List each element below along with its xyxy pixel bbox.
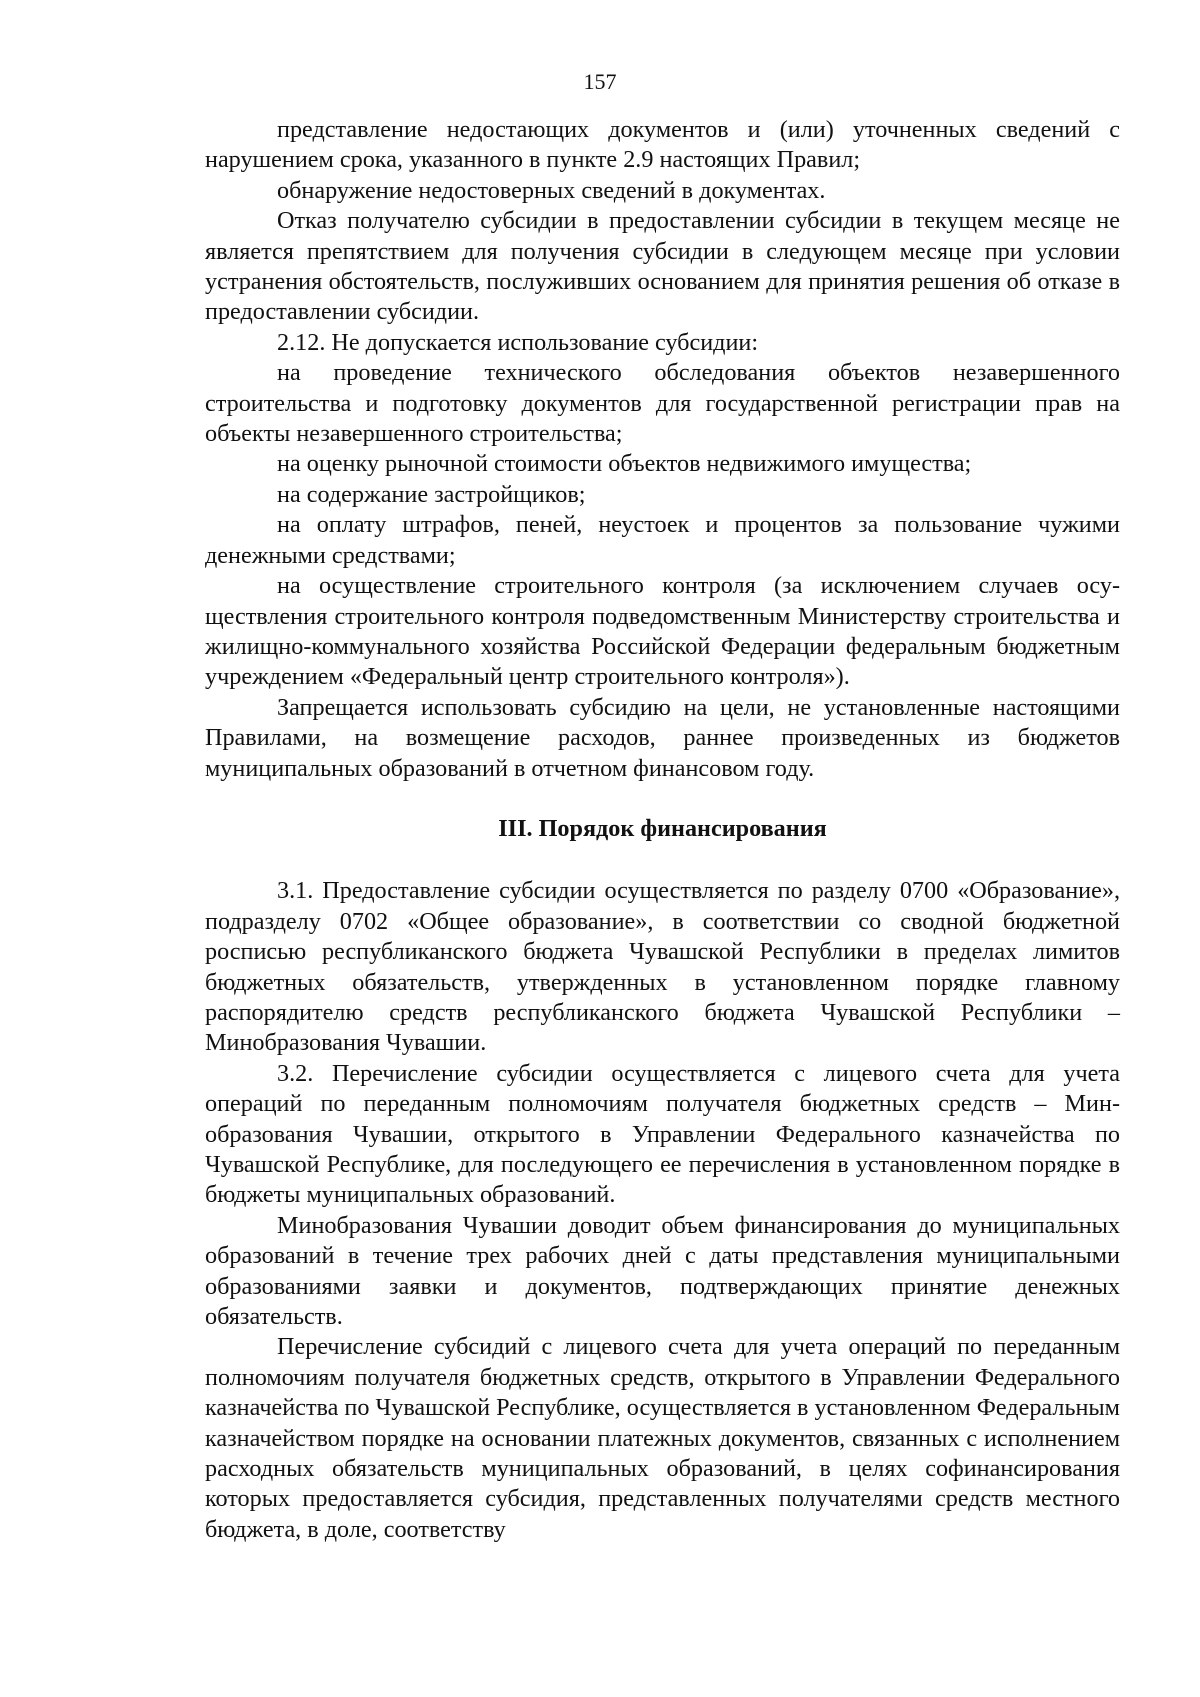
paragraph: обнаружение недостоверных сведений в документах. — [277, 176, 826, 204]
paragraph: представление недостающих документов и (или) уточненных сведений с нарушением срока, указанного в пункте 2.9 настоящих Правил; — [205, 116, 1120, 174]
paragraph: на проведение технического обследования объектов незавершенного строительства и подготовку документов для государственной регистрации прав на объекты незавершенного строительства; — [205, 359, 1120, 448]
page-number: 157 — [583, 69, 617, 94]
paragraph: 3.1. Предоставление субсидии осуществляется по разделу 0700 «Образование», подразделу 0702 «Общее образование», в соответствии со сводной бюджетной росписью республиканского бюджета Чувашской Республики в пределах лимитов бюджетных обязательств, утвержденных в установленном порядке главному распорядителю средств республиканского бюджета Чувашской Республики – Минобразования Чувашии. — [205, 877, 1120, 1057]
paragraph: на оплату штрафов, пеней, неустоек и процентов за пользование чужими денежными средствами; — [205, 511, 1120, 569]
document-body — [205, 115, 1120, 1545]
paragraph: 3.2. Перечисление субсидии осуществляется с лицевого счета для учета операций по переданным полномочиям получателя бюджетных средств – Минобразования Чувашии, открытого в Управлении Федерального казначейства по Чувашской Республике, для последующего ее перечисления в установленном порядке в бюджеты муниципальных образований. — [205, 1059, 1120, 1209]
section-heading: III. Порядок финансирования — [498, 814, 827, 842]
paragraph: 2.12. Не допускается использование субсидии: — [277, 328, 759, 356]
paragraph: Отказ получателю субсидии в предоставлении субсидии в текущем месяце не является препятствием для получения субсидии в следующем месяце при условии устранения обстоятельств, послуживших основанием для принятия решения об отказе в предоставлении субсидии. — [205, 207, 1120, 326]
paragraph: на содержание застройщиков; — [277, 480, 586, 508]
paragraph: Минобразования Чувашии доводит объем финансирования до муниципальных образований в течение трех рабочих дней с даты представления муниципальными образованиями заявки и документов, подтверждающих принятие денежных обязательств. — [205, 1211, 1120, 1331]
paragraph: на оценку рыночной стоимости объектов недвижимого имущества; — [277, 450, 972, 478]
paragraph: Запрещается использовать субсидию на цели, не установленные настоящими Правилами, на возмещение расходов, раннее произведенных из бюджетов муниципальных образований в отчетном финансовом году. — [205, 693, 1120, 782]
paragraph: на осуществление строительного контроля (за исключением случаев осуществления строительного контроля подведомственным Министерству строительства и жилищно-коммунального хозяйства Российской Федерации федеральным бюджетным учреждением «Федеральный центр строительного контроля»). — [205, 572, 1120, 691]
paragraph: Перечисление субсидий с лицевого счета для учета операций по переданным полномочиям получателя бюджетных средств, открытого в Управлении Федерального казначейства по Чувашской Республике, осуществляется в установленном Федеральным казначейством порядке на основании платежных документов, связанных с исполнением расходных обязательств муниципальных образований, в целях софинансирования которых предоставляется субсидия, представленных получателями средств местного бюджета, в доле, соответству — [205, 1333, 1120, 1543]
